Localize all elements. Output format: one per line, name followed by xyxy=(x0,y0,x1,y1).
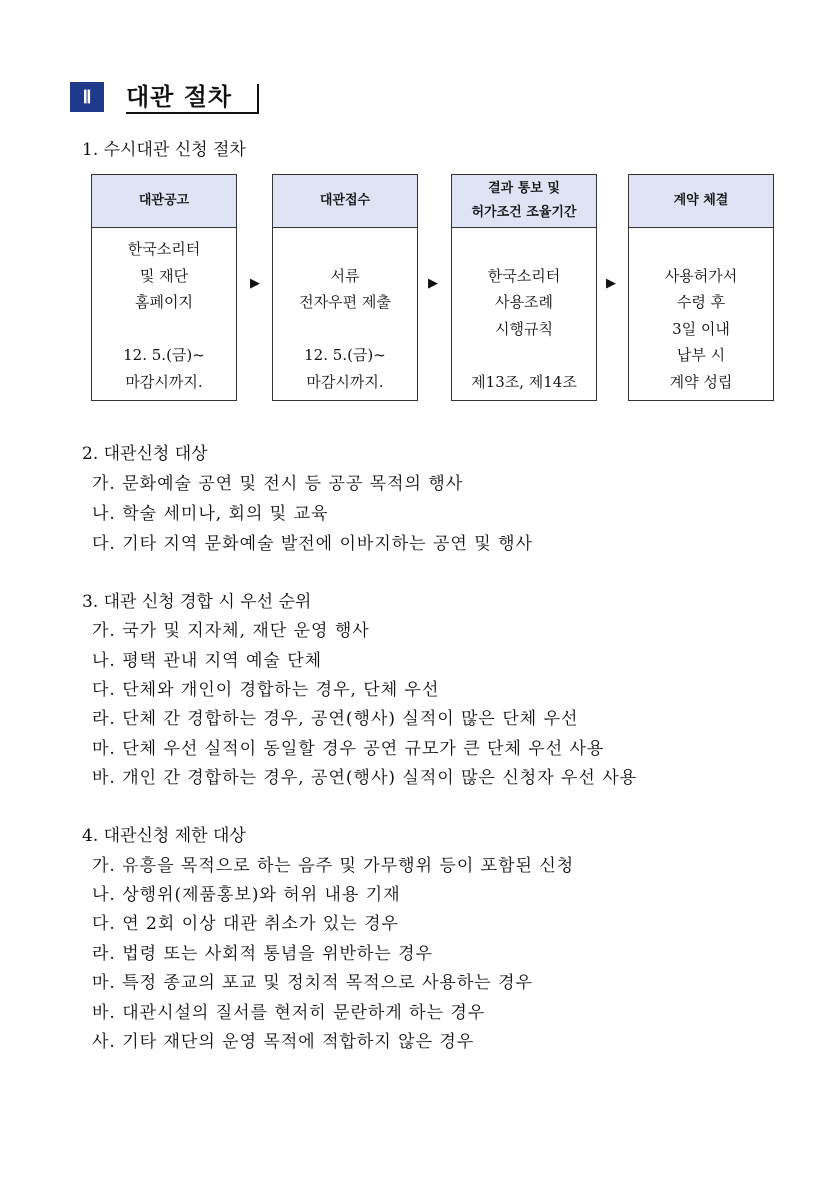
process-step-4 xyxy=(628,174,774,401)
restriction-item: 라. 법령 또는 사회적 통념을 위반하는 경우 xyxy=(92,944,434,964)
process-step-title: 대관접수 xyxy=(273,175,417,228)
restriction-item: 다. 연 2회 이상 대관 취소가 있는 경우 xyxy=(92,914,399,934)
arrow-right-icon: ▶ xyxy=(606,276,616,291)
priority-item: 나. 평택 관내 지역 예술 단체 xyxy=(92,651,323,671)
arrow-right-icon: ▶ xyxy=(428,276,438,291)
priority-heading: 3. 대관 신청 경합 시 우선 순위 xyxy=(82,592,312,612)
priority-item: 바. 개인 간 경합하는 경우, 공연(행사) 실적이 많은 신청자 우선 사용 xyxy=(92,768,638,788)
priority-item: 마. 단체 우선 실적이 동일할 경우 공연 규모가 큰 단체 우선 사용 xyxy=(92,739,605,759)
section-number-badge: Ⅱ xyxy=(70,82,104,112)
target-item: 나. 학술 세미나, 회의 및 교육 xyxy=(92,504,329,524)
restriction-item: 가. 유흥을 목적으로 하는 음주 및 가무행위 등이 포함된 신청 xyxy=(92,856,575,876)
restriction-item: 사. 기타 재단의 운영 목적에 적합하지 않은 경우 xyxy=(92,1032,475,1052)
priority-item: 다. 단체와 개인이 경합하는 경우, 단체 우선 xyxy=(92,680,440,700)
process-step-body: 사용허가서 수령 후 3일 이내 납부 시 계약 성립 xyxy=(664,266,738,391)
process-step-title: 대관공고 xyxy=(92,175,236,228)
process-step-body: 한국소리터 및 재단 홈페이지 12. 5.(금)~ 마감시까지. xyxy=(123,240,205,391)
priority-item: 가. 국가 및 지자체, 재단 운영 행사 xyxy=(92,621,370,641)
restriction-item: 바. 대관시설의 질서를 현저히 문란하게 하는 경우 xyxy=(92,1003,486,1023)
priority-item: 라. 단체 간 경합하는 경우, 공연(행사) 실적이 많은 단체 우선 xyxy=(92,709,579,729)
title-underline-vertical xyxy=(257,84,259,112)
title-underline xyxy=(126,112,259,114)
process-step-body: 서류 전자우편 제출 12. 5.(금)~ 마감시까지. xyxy=(299,266,391,391)
restriction-item: 마. 특정 종교의 포교 및 정치적 목적으로 사용하는 경우 xyxy=(92,973,533,993)
process-step-3 xyxy=(451,174,597,401)
target-item: 다. 기타 지역 문화예술 발전에 이바지하는 공연 및 행사 xyxy=(92,534,533,554)
process-step-title: 결과 통보 및 허가조건 조율기간 xyxy=(452,175,596,228)
process-step-1 xyxy=(91,174,237,401)
process-step-body: 한국소리터 사용조례 시행규칙 제13조, 제14조 xyxy=(471,266,577,391)
restriction-heading: 4. 대관신청 제한 대상 xyxy=(82,826,246,846)
target-item: 가. 문화예술 공연 및 전시 등 공공 목적의 행사 xyxy=(92,474,464,494)
restriction-item: 나. 상행위(제품홍보)와 허위 내용 기재 xyxy=(92,885,401,905)
process-step-title: 계약 체결 xyxy=(629,175,773,228)
target-heading: 2. 대관신청 대상 xyxy=(82,444,208,464)
section-header xyxy=(70,80,270,116)
arrow-right-icon: ▶ xyxy=(250,276,260,291)
process-heading: 1. 수시대관 신청 절차 xyxy=(82,140,246,160)
section-title: 대관 절차 xyxy=(126,83,233,111)
process-step-2 xyxy=(272,174,418,401)
